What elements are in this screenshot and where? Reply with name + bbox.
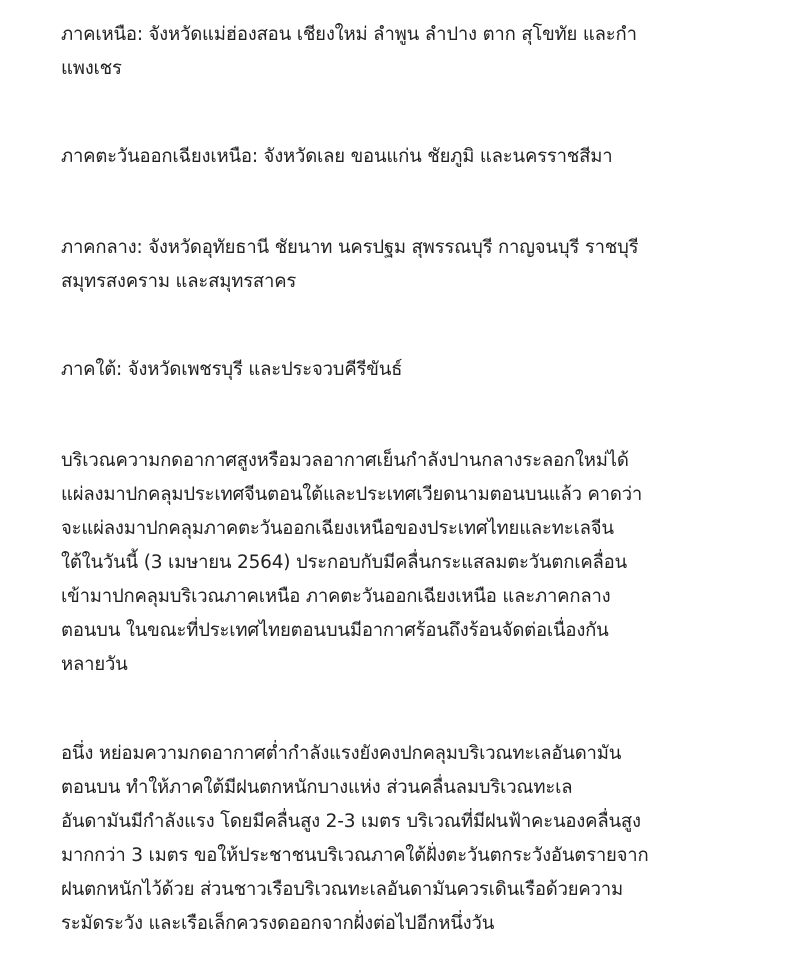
paragraph-central-region xyxy=(61,231,741,299)
paragraph-northeast-region xyxy=(61,140,741,174)
text-line: ฝนตกหนักไว้ด้วย ส่วนชาวเรือบริเวณทะเลอันดามันควรเดินเรือด้วยความ xyxy=(61,879,623,900)
paragraph-high-pressure xyxy=(61,444,741,682)
text-line: หลายวัน xyxy=(61,654,128,675)
text-line: ภาคเหนือ: จังหวัดแม่ฮ่องสอน เชียงใหม่ ลำพูน ลำปาง ตาก สุโขทัย และกำ xyxy=(61,24,637,45)
text-line: มากกว่า 3 เมตร ขอให้ประชาชนบริเวณภาคใต้ฝั่งตะวันตกระวังอันตรายจาก xyxy=(61,845,649,866)
text-line: ระมัดระวัง และเรือเล็กควรงดออกจากฝั่งต่อไปอีกหนึ่งวัน xyxy=(61,913,495,934)
text-line: อนึ่ง หย่อมความกดอากาศต่ำกำลังแรงยังคงปกคลุมบริเวณทะเลอันดามัน xyxy=(61,743,622,764)
text-line: สมุทรสงคราม และสมุทรสาคร xyxy=(61,271,297,292)
text-line: จะแผ่ลงมาปกคลุมภาคตะวันออกเฉียงเหนือของประเทศไทยและทะเลจีน xyxy=(61,518,614,539)
text-line: แพงเชร xyxy=(61,58,122,79)
paragraph-south-region xyxy=(61,353,741,387)
text-line: เข้ามาปกคลุมบริเวณภาคเหนือ ภาคตะวันออกเฉียงเหนือ และภาคกลาง xyxy=(61,586,611,607)
text-line: ภาคตะวันออกเฉียงเหนือ: จังหวัดเลย ขอนแก่น ชัยภูมิ และนครราชสีมา xyxy=(61,146,613,167)
text-line: อันดามันมีกำลังแรง โดยมีคลื่นสูง 2-3 เมตร บริเวณที่มีฝนฟ้าคะนองคลื่นสูง xyxy=(61,811,641,832)
text-line: แผ่ลงมาปกคลุมประเทศจีนตอนใต้และประเทศเวียดนามตอนบนแล้ว คาดว่า xyxy=(61,484,643,505)
paragraph-low-pressure xyxy=(61,737,741,941)
paragraph-north-region xyxy=(61,18,741,86)
text-line: ใต้ในวันนี้ (3 เมษายน 2564) ประกอบกับมีคลื่นกระแสลมตะวันตกเคลื่อน xyxy=(61,552,627,573)
text-line: ตอนบน ในขณะที่ประเทศไทยตอนบนมีอากาศร้อนถึงร้อนจัดต่อเนื่องกัน xyxy=(61,620,609,641)
text-line: ภาคกลาง: จังหวัดอุทัยธานี ชัยนาท นครปฐม สุพรรณบุรี กาญจนบุรี ราชบุรี xyxy=(61,237,639,258)
text-line: ภาคใต้: จังหวัดเพชรบุรี และประจวบคีรีขันธ์ xyxy=(61,359,403,380)
text-line: ตอนบน ทำให้ภาคใต้มีฝนตกหนักบางแห่ง ส่วนคลื่นลมบริเวณทะเล xyxy=(61,777,573,798)
article-body xyxy=(61,18,741,941)
text-line: บริเวณความกดอากาศสูงหรือมวลอากาศเย็นกำลังปานกลางระลอกใหม่ได้ xyxy=(61,450,629,471)
